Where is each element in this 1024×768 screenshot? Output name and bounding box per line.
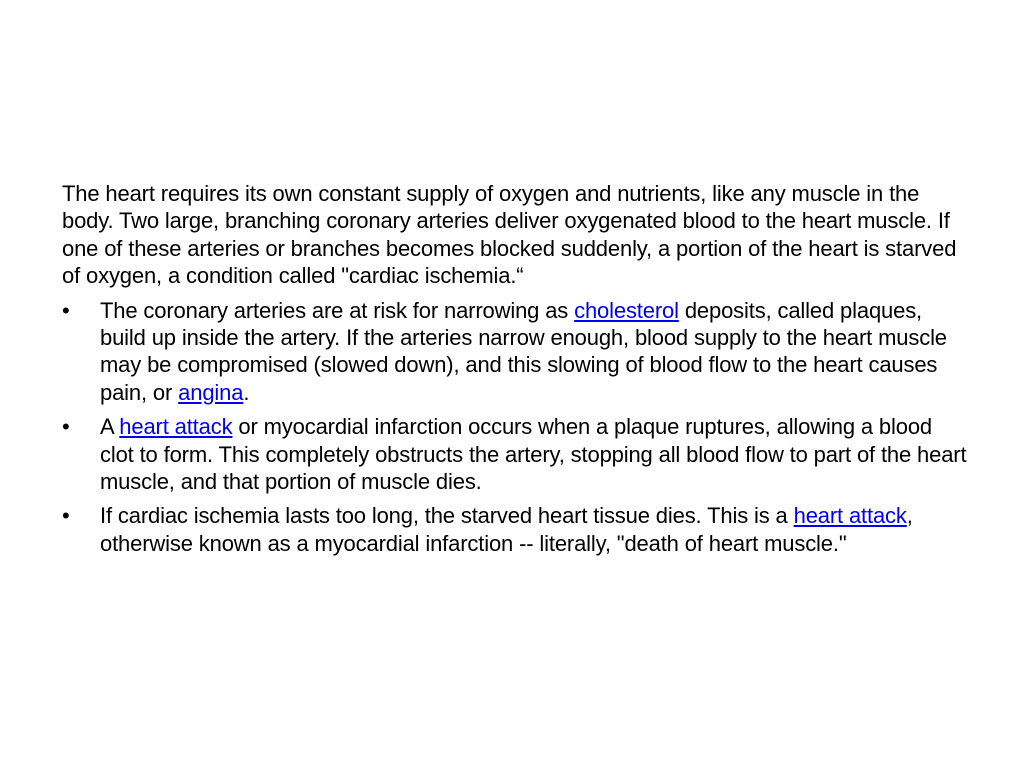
bullet-text: or myocardial infarction occurs when a plaque ruptures, allowing a blood clot to form. This completely obstructs the artery, stopping all blood flow to part of the heart muscle, and that portion of muscle dies. <box>100 414 967 495</box>
cholesterol-link[interactable]: cholesterol <box>574 297 679 323</box>
angina-link[interactable]: angina <box>178 379 244 405</box>
bullet-text: deposits, called plaques, build up inside the artery. If the arteries narrow enough, blood supply to the heart muscle may be compromised (slowed down), and this slowing of blood flow to the heart causes pain, or <box>100 297 947 405</box>
bullet-text: . <box>243 379 250 405</box>
bullet-icon: • <box>62 297 70 323</box>
bullet-text: The coronary arteries are at risk for narrowing as <box>100 297 575 323</box>
heart-attack-link-2[interactable]: heart attack <box>793 503 907 529</box>
bullet-text: , otherwise known as a myocardial infarction -- literally, "death of heart muscle." <box>100 503 913 556</box>
bullet-text: If cardiac ischemia lasts too long, the starved heart tissue dies. This is a <box>100 503 794 529</box>
intro-paragraph: The heart requires its own constant supply of oxygen and nutrients, like any muscle in the body. Two large, branching coronary arteries deliver oxygenated blood to the heart muscle. If one of these arteries or branches becomes blocked suddenly, a portion of the heart is starved of oxygen, a condition called "cardiac ischemia.“ <box>62 181 957 289</box>
bullet-icon: • <box>62 503 70 529</box>
heart-attack-link[interactable]: heart attack <box>119 414 233 440</box>
slide-body <box>62 180 967 564</box>
bullet-icon: • <box>62 414 70 440</box>
bullet-text: A <box>100 414 120 440</box>
bullet-item-ischemia <box>62 502 967 557</box>
bullet-item-cholesterol <box>62 297 967 407</box>
bullet-item-plaque-rupture <box>62 413 967 495</box>
bullet-list <box>62 297 967 558</box>
